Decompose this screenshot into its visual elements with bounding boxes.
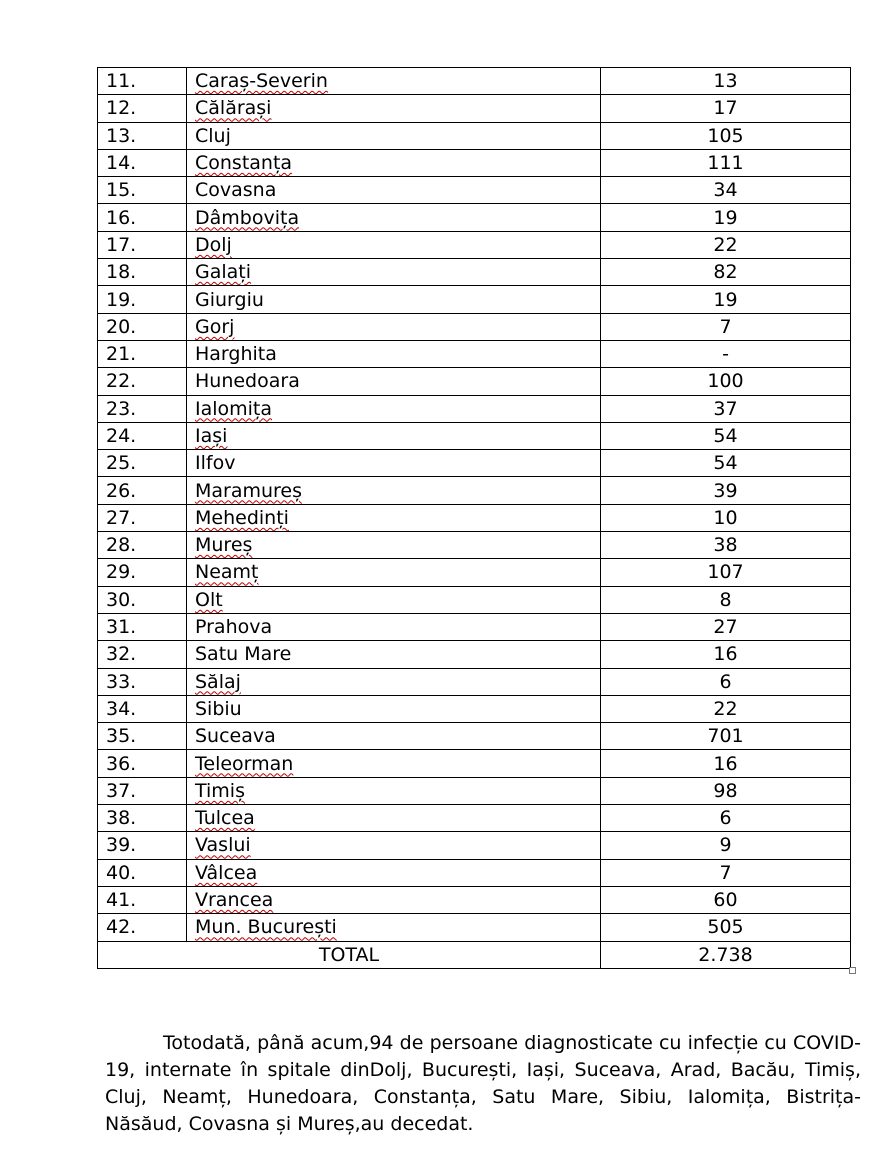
row-number: 16. (98, 204, 187, 231)
table-row (98, 668, 851, 695)
row-number: 14. (98, 149, 187, 176)
county-cell (187, 286, 601, 313)
table-row (98, 340, 851, 367)
county-cases-table (97, 67, 851, 969)
table-row (98, 695, 851, 722)
case-count: 105 (601, 122, 851, 149)
county-cell (187, 259, 601, 286)
county-cell (187, 777, 601, 804)
case-count: 8 (601, 586, 851, 613)
case-count: 54 (601, 422, 851, 449)
case-count: 82 (601, 259, 851, 286)
county-name: Gorj (195, 315, 235, 338)
county-name: Iași (195, 425, 228, 447)
county-cell (187, 586, 601, 613)
county-name: Vaslui (195, 834, 251, 857)
table-row (98, 532, 851, 559)
county-cell (187, 613, 601, 640)
table-row (98, 641, 851, 668)
county-name: Prahova (195, 616, 273, 639)
county-cell (187, 231, 601, 258)
case-count: - (601, 340, 851, 367)
case-count: 6 (601, 805, 851, 832)
table-row (98, 886, 851, 913)
row-number: 23. (98, 395, 187, 422)
county-cell (187, 149, 601, 176)
case-count: 19 (601, 286, 851, 313)
case-count: 9 (601, 832, 851, 859)
county-cell (187, 532, 601, 559)
table-row (98, 395, 851, 422)
table-row (98, 914, 851, 941)
case-count: 60 (601, 886, 851, 913)
county-cell (187, 422, 601, 449)
case-count: 22 (601, 695, 851, 722)
county-name: Sibiu (195, 697, 242, 720)
row-number: 26. (98, 477, 187, 504)
row-number: 30. (98, 586, 187, 613)
table-row (98, 613, 851, 640)
table-row (98, 805, 851, 832)
county-cell (187, 641, 601, 668)
county-name: Dâmbovița (195, 206, 300, 229)
county-cell (187, 122, 601, 149)
county-name: Tulcea (195, 807, 255, 830)
table-resize-handle[interactable] (849, 967, 856, 974)
county-cell (187, 177, 601, 204)
case-count: 16 (601, 750, 851, 777)
county-cell (187, 68, 601, 95)
county-cell (187, 504, 601, 531)
case-count: 34 (601, 177, 851, 204)
case-count: 10 (601, 504, 851, 531)
case-count: 7 (601, 859, 851, 886)
row-number: 20. (98, 313, 187, 340)
county-cell (187, 340, 601, 367)
case-count: 38 (601, 532, 851, 559)
county-cell (187, 559, 601, 586)
county-name: Mehedinți (195, 506, 289, 529)
row-number: 19. (98, 286, 187, 313)
table-row (98, 177, 851, 204)
table-row (98, 832, 851, 859)
row-number: 29. (98, 559, 187, 586)
county-name: Teleorman (195, 752, 294, 775)
county-cell (187, 313, 601, 340)
county-name: Neamț (195, 561, 259, 584)
table-row (98, 313, 851, 340)
row-number: 11. (98, 68, 187, 95)
county-name: Harghita (195, 343, 277, 366)
row-number: 13. (98, 122, 187, 149)
county-name: Vrancea (195, 889, 274, 912)
table-row (98, 149, 851, 176)
row-number: 12. (98, 95, 187, 122)
case-count: 505 (601, 914, 851, 941)
row-number: 39. (98, 832, 187, 859)
deaths-paragraph (105, 1030, 861, 1138)
county-name: Mun. București (195, 916, 337, 939)
table-row (98, 750, 851, 777)
case-count: 701 (601, 723, 851, 750)
total-label: TOTAL (98, 941, 601, 968)
county-name: Maramureș (195, 479, 303, 502)
county-cell (187, 886, 601, 913)
county-cell (187, 204, 601, 231)
county-name: Olt (195, 588, 223, 611)
row-number: 15. (98, 177, 187, 204)
row-number: 33. (98, 668, 187, 695)
row-number: 31. (98, 613, 187, 640)
county-cell (187, 668, 601, 695)
table-row (98, 477, 851, 504)
county-name: Călărași (195, 97, 272, 120)
case-count: 27 (601, 613, 851, 640)
county-name: Sălaj (195, 670, 241, 693)
county-name: Hunedoara (195, 370, 300, 393)
county-name: Constanța (195, 152, 293, 175)
county-name: Caraș-Severin (195, 70, 328, 93)
table-row (98, 504, 851, 531)
county-name: Timiș (195, 779, 245, 802)
table-row (98, 204, 851, 231)
table-body (98, 68, 851, 942)
county-name: Giurgiu (195, 288, 264, 311)
county-cell (187, 859, 601, 886)
table-row (98, 559, 851, 586)
total-value: 2.738 (601, 941, 851, 968)
table-row (98, 286, 851, 313)
row-number: 18. (98, 259, 187, 286)
row-number: 37. (98, 777, 187, 804)
county-cell (187, 723, 601, 750)
county-cell (187, 805, 601, 832)
county-name: Dolj (195, 233, 232, 256)
row-number: 22. (98, 368, 187, 395)
county-cell (187, 368, 601, 395)
case-count: 13 (601, 68, 851, 95)
table-row (98, 422, 851, 449)
county-cell (187, 395, 601, 422)
row-number: 28. (98, 532, 187, 559)
case-count: 37 (601, 395, 851, 422)
county-name: Ialomița (195, 397, 273, 420)
county-name: Covasna (195, 179, 277, 202)
county-name: Mureș (195, 534, 253, 557)
table-row (98, 450, 851, 477)
paragraph-text: Totodată, până acum,94 de persoane diagnosticate cu infecție cu COVID-19, internate în spitale dinDolj, București, Iași, Suceava, Arad, Bacău, Timiș, Cluj, Neamț, Hunedoara, Constanța, Satu Mare, Sibiu, Ialomița, Bistrița-Năsăud, Covasna și Mureș,au decedat. (105, 1032, 861, 1135)
row-number: 27. (98, 504, 187, 531)
table-row (98, 777, 851, 804)
row-number: 21. (98, 340, 187, 367)
case-count: 22 (601, 231, 851, 258)
row-number: 35. (98, 723, 187, 750)
county-cell (187, 450, 601, 477)
row-number: 24. (98, 422, 187, 449)
row-number: 42. (98, 914, 187, 941)
case-count: 7 (601, 313, 851, 340)
case-count: 6 (601, 668, 851, 695)
row-number: 25. (98, 450, 187, 477)
county-cell (187, 695, 601, 722)
table-row (98, 95, 851, 122)
county-name: Vâlcea (195, 861, 258, 884)
row-number: 40. (98, 859, 187, 886)
case-count: 17 (601, 95, 851, 122)
table-row (98, 859, 851, 886)
table-row (98, 259, 851, 286)
case-count: 39 (601, 477, 851, 504)
county-name: Suceava (195, 725, 276, 748)
row-number: 36. (98, 750, 187, 777)
case-count: 54 (601, 450, 851, 477)
county-cell (187, 832, 601, 859)
table-row (98, 586, 851, 613)
row-number: 41. (98, 886, 187, 913)
county-cell (187, 477, 601, 504)
row-number: 17. (98, 231, 187, 258)
row-number: 38. (98, 805, 187, 832)
case-count: 16 (601, 641, 851, 668)
table-row (98, 68, 851, 95)
county-name: Cluj (195, 124, 231, 147)
table-row (98, 122, 851, 149)
table-row (98, 723, 851, 750)
county-name: Ilfov (195, 452, 236, 475)
case-count: 107 (601, 559, 851, 586)
table-row (98, 231, 851, 258)
county-name: Satu Mare (195, 643, 292, 666)
county-cell (187, 95, 601, 122)
case-count: 19 (601, 204, 851, 231)
county-name: Galați (195, 261, 252, 284)
row-number: 34. (98, 695, 187, 722)
case-count: 100 (601, 368, 851, 395)
total-row (98, 941, 851, 968)
table-row (98, 368, 851, 395)
case-count: 98 (601, 777, 851, 804)
county-cell (187, 914, 601, 941)
county-cell (187, 750, 601, 777)
case-count: 111 (601, 149, 851, 176)
row-number: 32. (98, 641, 187, 668)
